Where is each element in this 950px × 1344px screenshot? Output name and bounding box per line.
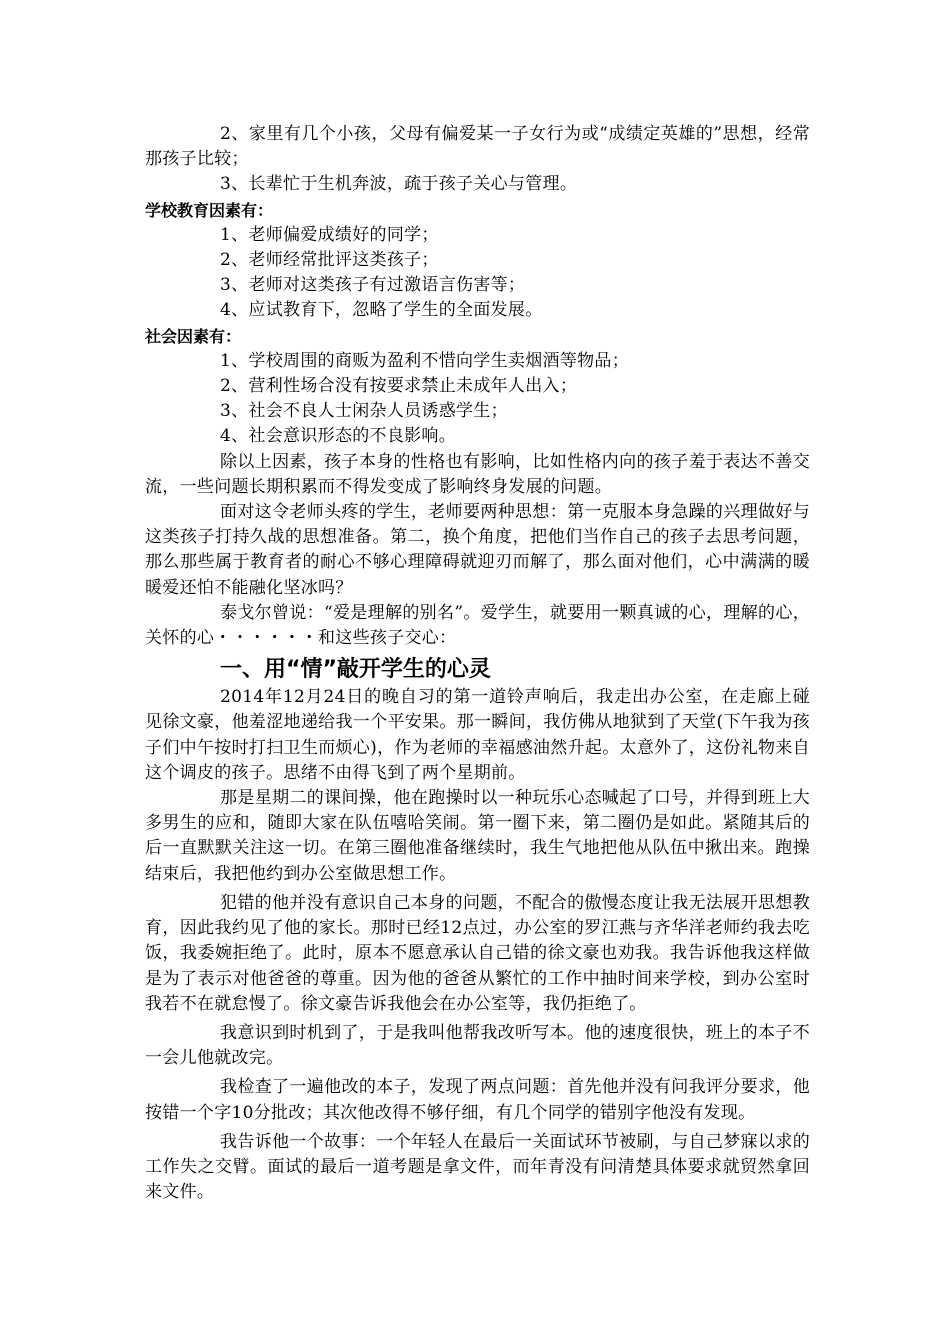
society-item-2: 2、营利性场合没有按要求禁止未成年人出入；: [220, 376, 578, 397]
paragraph-story-6: 我告诉他一个故事：一个年轻人在最后一关面试环节被刷，与自己梦寐以求的工作失之交臂。面试的最后一道考题是拿文件，而年青没有问清楚具体要求就贸然拿回来文件。: [145, 1131, 810, 1203]
society-item-4: 4、社会意识形态的不良影响。: [220, 426, 457, 447]
society-factors-heading: 社会因素有：: [145, 326, 242, 346]
society-item-3: 3、社会不良人士闲杂人员诱惑学生；: [220, 401, 508, 422]
society-item-1: 1、学校周围的商贩为盈利不惜向学生卖烟酒等物品；: [220, 350, 630, 371]
school-item-2: 2、老师经常批评这类孩子；: [220, 250, 439, 271]
family-item-2: 2、家里有几个小孩，父母有偏爱某一子女行为或“成绩定英雄的”思想，经常那孩子比较；: [145, 124, 810, 170]
family-item-3: 3、长辈忙于生机奔波，疏于孩子关心与管理。: [220, 174, 578, 195]
school-item-1: 1、老师偏爱成绩好的同学；: [220, 224, 439, 245]
paragraph-tagore-quote: 泰戈尔曾说：“爱是理解的别名”。爱学生，就要用一颗真诚的心，理解的心，关怀的心・・・・・・和这些孩子交心：: [145, 602, 810, 649]
school-item-4: 4、应试教育下，忽略了学生的全面发展。: [220, 300, 543, 321]
paragraph-story-3: 犯错的他并没有意识自己本身的问题，不配合的傲慢态度让我无法展开思想教育，因此我约见了他的家长。那时已经12点过，办公室的罗江燕与齐华洋老师约我去吃饭，我委婉拒绝了。此时，原本不愿意承认自己错的徐文豪也劝我。我告诉他我这样做是为了表示对他爸爸的尊重。因为他的爸爸从繁忙的工作中抽时间来学校，到办公室时我若不在就怠慢了。徐文豪告诉我他会在办公室等，我仍拒绝了。: [145, 892, 810, 1014]
document-body: [145, 122, 810, 1205]
school-factors-heading: 学校教育因素有：: [145, 200, 274, 220]
paragraph-teacher-mindset: 面对这令老师头疼的学生，老师要两种思想：第一克服本身急躁的兴理做好与这类孩子打持久战的思想准备。第二，换个角度，把他们当作自己的孩子去思考问题，那么那些属于教育者的耐心不够心理障碍就迎刃而解了，那么面对他们，心中满满的暖暖爱还怕不能融化坚冰吗？: [145, 502, 810, 598]
paragraph-story-2: 那是星期二的课间操，他在跑操时以一种玩乐心态喊起了口号，并得到班上大多男生的应和，随即大家在队伍嘻哈笑闹。第一圈下来，第二圈仍是如此。紧随其后的后一直默默关注这一切。在第三圈他准备继续时，我生气地把他从队伍中揪出来。跑操结束后，我把他约到办公室做思想工作。: [145, 788, 810, 884]
section-title: 一、用“情”敲开学生的心灵: [220, 657, 491, 683]
school-item-3: 3、老师对这类孩子有过激语言伤害等；: [220, 275, 526, 296]
paragraph-personality: 除以上因素，孩子本身的性格也有影响，比如性格内向的孩子羞于表达不善交流，一些问题长期积累而不得发变成了影响终身发展的问题。: [145, 451, 810, 497]
paragraph-story-4: 我意识到时机到了，于是我叫他帮我改听写本。他的速度很快，班上的本子不一会儿他就改完。: [145, 1022, 810, 1069]
paragraph-story-1: 2014年12月24日的晚自习的第一道铃声响后，我走出办公室，在走廊上碰见徐文豪，他羞涩地递给我一个平安果。那一瞬间，我仿佛从地狱到了天堂(下午我为孩子们中午按时打扫卫生而烦心)，作为老师的幸福感油然升起。太意外了，这份礼物来自这个调皮的孩子。思绪不由得飞到了两个星期前。: [145, 687, 810, 783]
paragraph-story-5: 我检查了一遍他改的本子，发现了两点问题：首先他并没有问我评分要求，他按错一个字10分批改；其次他改得不够仔细，有几个同学的错别字他没有发现。: [145, 1077, 810, 1123]
